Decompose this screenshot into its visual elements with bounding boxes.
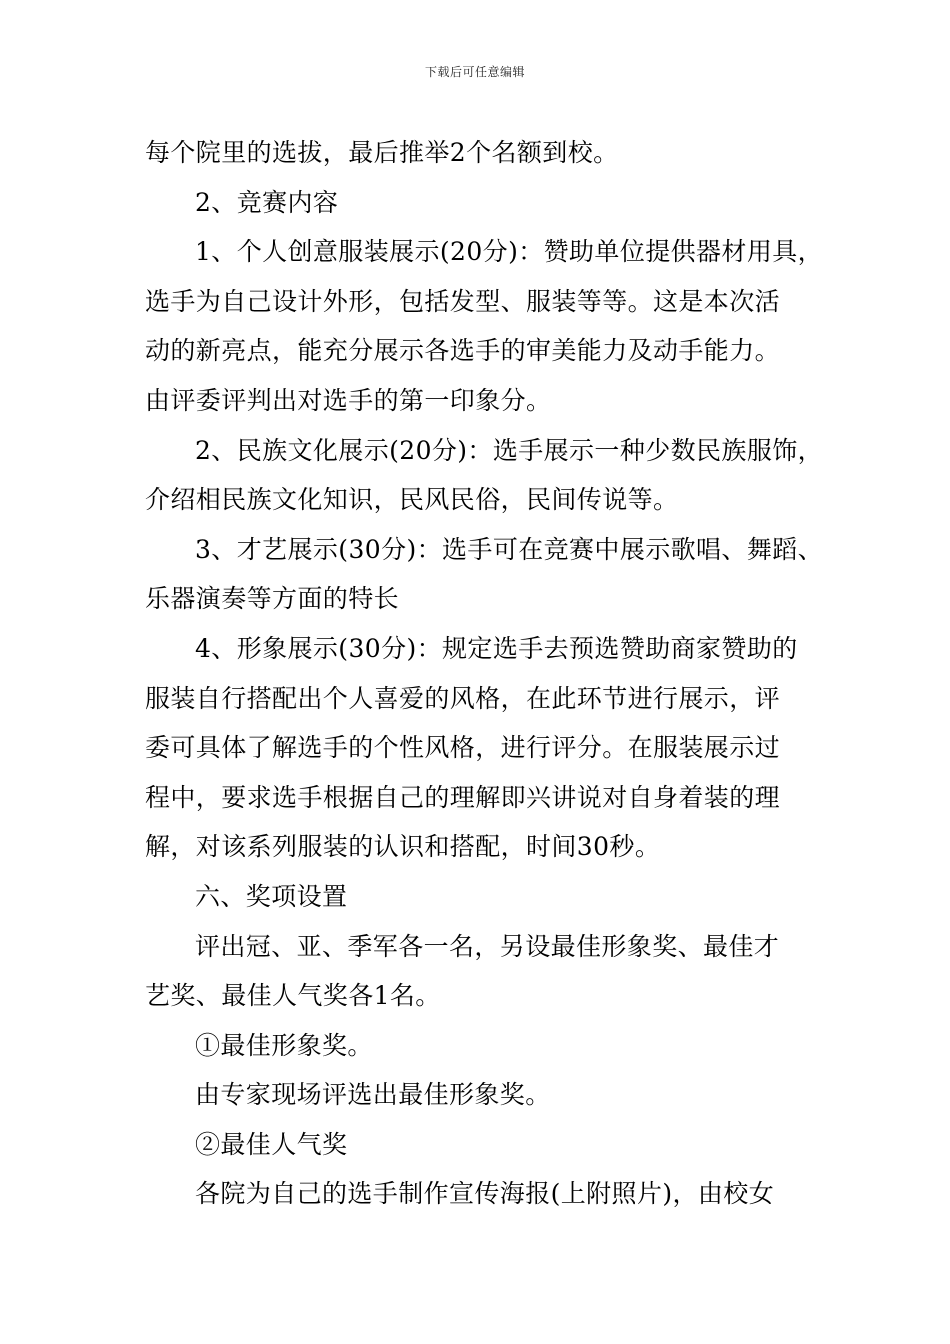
text-line: 4、形象展示(30分)：规定选手去预选赞助商家赞助的 xyxy=(195,633,798,663)
text-line: 1、个人创意服装展示(20分)：赞助单位提供器材用具， xyxy=(195,237,824,267)
text-line: 选手为自己设计外形，包括发型、服装等等。这是本次活 xyxy=(145,286,781,316)
award-item: ②最佳人气奖 xyxy=(195,1129,348,1159)
text-line: 动的新亮点，能充分展示各选手的审美能力及动手能力。 xyxy=(145,336,781,366)
section-heading: 六、奖项设置 xyxy=(195,881,348,911)
text-line: 由评委评判出对选手的第一印象分。 xyxy=(145,385,552,415)
text-line: 3、才艺展示(30分)：选手可在竞赛中展示歌唱、舞蹈、 xyxy=(195,534,824,564)
text-line: 解，对该系列服装的认识和搭配，时间30秒。 xyxy=(145,832,661,862)
text-line: 每个院里的选拔，最后推举2个名额到校。 xyxy=(145,138,619,167)
text-line: 2、竞赛内容 xyxy=(195,187,339,217)
text-line: 各院为自己的选手制作宣传海报(上附照片)，由校女 xyxy=(195,1179,775,1209)
text-line: 介绍相民族文化知识，民风民俗，民间传说等。 xyxy=(145,485,679,515)
text-line: 服装自行搭配出个人喜爱的风格，在此环节进行展示，评 xyxy=(145,683,781,713)
award-item: ①最佳形象奖。 xyxy=(195,1030,373,1060)
document-body xyxy=(145,128,835,1219)
text-line: 程中，要求选手根据自己的理解即兴讲说对自身着装的理 xyxy=(145,782,781,812)
text-line: 乐器演奏等方面的特长 xyxy=(145,584,400,614)
text-line: 由专家现场评选出最佳形象奖。 xyxy=(195,1080,551,1110)
text-line: 委可具体了解选手的个性风格，进行评分。在服装展示过 xyxy=(145,733,781,763)
page-header: 下载后可任意编辑 xyxy=(424,65,525,79)
text-line: 艺奖、最佳人气奖各1名。 xyxy=(145,981,441,1011)
text-line: 2、民族文化展示(20分)：选手展示一种少数民族服饰， xyxy=(195,435,824,465)
text-line: 评出冠、亚、季军各一名，另设最佳形象奖、最佳才 xyxy=(195,931,780,961)
